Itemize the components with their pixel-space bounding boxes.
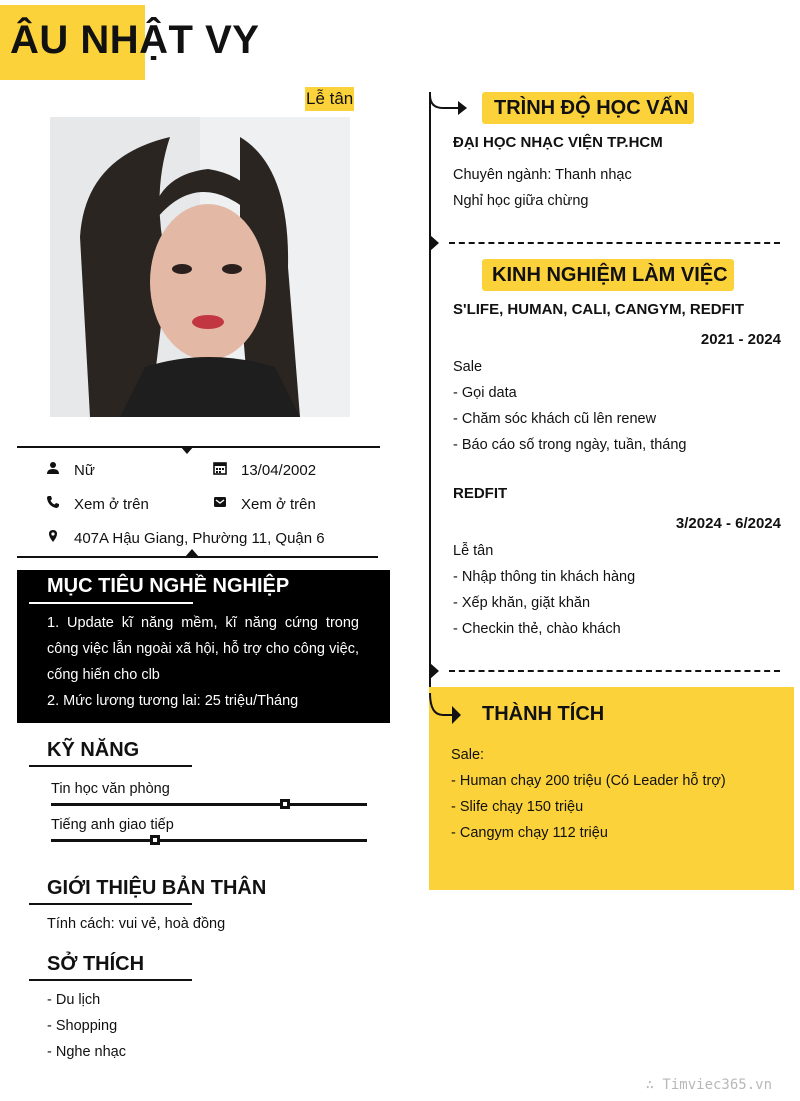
education-note: Nghỉ học giữa chừng — [453, 193, 589, 209]
arrow-icon — [429, 95, 469, 115]
birthday-value: 13/04/2002 — [241, 462, 317, 479]
user-icon — [46, 461, 60, 475]
job-task: - Chăm sóc khách cũ lên renew — [453, 411, 657, 427]
skill-level-marker — [280, 799, 290, 809]
education-title: TRÌNH ĐỘ HỌC VẤN — [494, 97, 689, 119]
education-major: Chuyên ngành: Thanh nhạc — [453, 167, 632, 183]
achievement-line: - Slife chạy 150 triệu — [451, 799, 584, 815]
hobbies-title-underline — [29, 979, 192, 981]
achievement-line: Sale: — [451, 747, 485, 763]
skill-name: Tin học văn phòng — [51, 781, 170, 797]
about-title: GIỚI THIỆU BẢN THÂN — [47, 877, 267, 899]
email-icon — [213, 495, 227, 509]
about-text: Tính cách: vui vẻ, hoà đồng — [47, 916, 226, 932]
hobby-item: - Nghe nhạc — [47, 1044, 126, 1060]
hobbies-title: SỞ THÍCH — [47, 953, 145, 975]
achievement-line: - Human chạy 200 triệu (Có Leader hỗ trợ) — [451, 773, 726, 789]
achievement-line: - Cangym chạy 112 triệu — [451, 825, 608, 841]
profile-photo — [50, 117, 350, 417]
job-period: 3/2024 - 6/2024 — [675, 515, 781, 532]
objective-title: MỤC TIÊU NGHỀ NGHIỆP — [47, 575, 290, 597]
achievements-title: THÀNH TÍCH — [482, 703, 605, 725]
skill-bar — [51, 839, 367, 842]
info-top-pointer — [180, 446, 194, 454]
section-divider — [449, 670, 780, 672]
info-bottom-rule — [17, 556, 378, 558]
job-company: S'LIFE, HUMAN, CALI, CANGYM, REDFIT — [453, 301, 745, 318]
job-company: REDFIT — [453, 485, 508, 502]
skills-title: KỸ NĂNG — [47, 739, 140, 761]
objective-text — [47, 610, 359, 714]
job-task: - Nhập thông tin khách hàng — [453, 569, 636, 585]
phone-icon — [46, 495, 60, 509]
arrow-icon — [429, 693, 465, 725]
job-role: Sale — [453, 359, 483, 375]
job-period: 2021 - 2024 — [700, 331, 781, 348]
address-value: 407A Hậu Giang, Phường 11, Quận 6 — [74, 530, 325, 547]
job-task: - Checkin thẻ, chào khách — [453, 621, 621, 637]
hobby-item: - Du lịch — [47, 992, 101, 1008]
watermark: ∴ Timviec365.vn — [645, 1077, 772, 1093]
objective-title-underline — [29, 602, 193, 604]
candidate-name: ÂU NHẬT VY — [10, 18, 260, 62]
section-marker-icon — [430, 235, 439, 251]
section-divider — [449, 242, 780, 244]
hobby-item: - Shopping — [47, 1018, 118, 1034]
about-title-underline — [29, 903, 192, 905]
job-task: - Gọi data — [453, 385, 517, 401]
objective-line: 1. Update kĩ năng mềm, kĩ năng cứng trong công việc lẫn ngoài xã hội, hỗ trợ cho công việc, cống hiến cho clb — [47, 615, 359, 683]
experience-title: KINH NGHIỆM LÀM VIỆC — [492, 264, 728, 286]
section-marker-icon — [430, 663, 439, 679]
job-task: - Báo cáo số trong ngày, tuần, tháng — [453, 437, 687, 453]
skill-name: Tiếng anh giao tiếp — [51, 817, 174, 833]
email-value: Xem ở trên — [241, 496, 316, 513]
skill-bar — [51, 803, 367, 806]
timeline-line — [429, 92, 431, 704]
job-task: - Xếp khăn, giặt khăn — [453, 595, 591, 611]
location-pin-icon — [46, 529, 60, 543]
gender-value: Nữ — [74, 462, 95, 479]
phone-value: Xem ở trên — [74, 496, 149, 513]
objective-line: 2. Mức lương tương lai: 25 triệu/Tháng — [47, 693, 299, 709]
job-position: Lễ tân — [305, 87, 354, 111]
info-top-rule — [17, 446, 380, 448]
school-name: ĐẠI HỌC NHẠC VIỆN TP.HCM — [453, 134, 663, 151]
skill-level-marker — [150, 835, 160, 845]
job-role: Lễ tân — [453, 543, 494, 559]
calendar-icon — [213, 461, 227, 475]
skills-title-underline — [29, 765, 192, 767]
